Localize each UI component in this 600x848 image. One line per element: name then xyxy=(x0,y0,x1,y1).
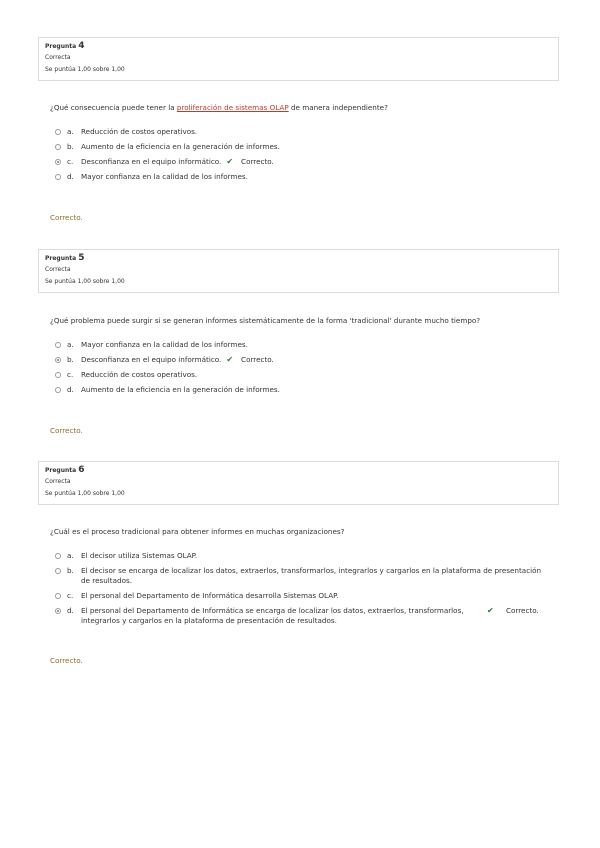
answer-letter: c. xyxy=(67,591,74,600)
answer-text: Desconfianza en el equipo informático. xyxy=(81,355,222,364)
answer-text: Reducción de costos operativos. xyxy=(81,370,198,379)
answer-letter: c. xyxy=(67,370,74,379)
radio-button[interactable] xyxy=(55,342,61,348)
question-state: Correcta xyxy=(45,54,71,61)
question-text-part: ¿Qué consecuencia puede tener la xyxy=(50,103,177,112)
answer-correct-label: Correcto. xyxy=(241,157,274,166)
answer-text: Aumento de la eficiencia en la generación de informes. xyxy=(81,385,280,394)
radio-button[interactable] xyxy=(55,144,61,150)
question-text: ¿Qué problema puede surgir si se generan informes sistemáticamente de la forma 'tradicional' durante mucho tiempo? xyxy=(50,316,481,325)
feedback-text: Correcto. xyxy=(50,656,83,665)
question-grade: Se puntúa 1,00 sobre 1,00 xyxy=(45,490,125,497)
answer-text: Mayor confianza en la calidad de los informes. xyxy=(81,340,248,349)
radio-button[interactable] xyxy=(55,372,61,378)
radio-button[interactable] xyxy=(55,129,61,135)
answer-option-a[interactable] xyxy=(50,551,550,561)
answer-text: Aumento de la eficiencia en la generación de informes. xyxy=(81,142,280,151)
radio-button-selected[interactable] xyxy=(55,159,61,165)
question-label: Pregunta xyxy=(45,255,77,262)
answer-text: El personal del Departamento de Informática desarrolla Sistemas OLAP. xyxy=(81,591,339,600)
radio-button[interactable] xyxy=(55,568,61,574)
answer-text: El decisor utiliza Sistemas OLAP. xyxy=(81,551,198,560)
feedback-text: Correcto. xyxy=(50,426,83,435)
question-content-6 xyxy=(50,527,550,631)
question-text xyxy=(50,103,550,113)
question-number: 5 xyxy=(78,253,85,263)
answer-correct-label: Correcto. xyxy=(241,355,274,364)
question-number: 4 xyxy=(78,41,85,51)
radio-button[interactable] xyxy=(55,174,61,180)
answer-option-d[interactable] xyxy=(50,385,550,395)
answer-letter: a. xyxy=(67,127,74,136)
answer-option-b[interactable] xyxy=(50,566,550,586)
answer-text: Desconfianza en el equipo informático. xyxy=(81,157,222,166)
answer-letter: d. xyxy=(67,172,74,181)
radio-button[interactable] xyxy=(55,387,61,393)
answer-letter: d. xyxy=(67,606,74,615)
answer-option-a[interactable] xyxy=(50,127,550,137)
question-grade: Se puntúa 1,00 sobre 1,00 xyxy=(45,66,125,73)
radio-button[interactable] xyxy=(55,553,61,559)
answer-text: El decisor se encarga de localizar los datos, extraerlos, transformarlos, integrarlos y cargarlos en la plataforma de presentación de resultados. xyxy=(81,566,542,585)
question-text: ¿Cuál es el proceso tradicional para obtener informes en muchas organizaciones? xyxy=(50,527,345,536)
radio-button-selected[interactable] xyxy=(55,357,61,363)
radio-button[interactable] xyxy=(55,593,61,599)
answer-option-c[interactable] xyxy=(50,591,550,601)
answer-letter: a. xyxy=(67,340,74,349)
answer-option-a[interactable] xyxy=(50,340,550,350)
answer-letter: a. xyxy=(67,551,74,560)
question-state: Correcta xyxy=(45,266,71,273)
feedback-text: Correcto. xyxy=(50,213,83,222)
check-icon: ✔ xyxy=(487,606,494,615)
answer-option-c[interactable] xyxy=(50,157,550,167)
answer-letter: b. xyxy=(67,355,74,364)
question-link[interactable]: proliferación de sistemas OLAP xyxy=(176,103,289,112)
answer-option-d[interactable] xyxy=(50,606,550,626)
answer-text: Reducción de costos operativos. xyxy=(81,127,198,136)
question-content-5 xyxy=(50,316,550,400)
question-title xyxy=(45,465,552,476)
answer-option-b[interactable] xyxy=(50,142,550,152)
answer-option-c[interactable] xyxy=(50,370,550,380)
check-icon: ✔ xyxy=(226,355,234,364)
question-grade: Se puntúa 1,00 sobre 1,00 xyxy=(45,278,125,285)
answer-letter: b. xyxy=(67,142,74,151)
answer-text: El personal del Departamento de Informática se encarga de localizar los datos, extraerlos, transformarlos, integrarlos y cargarlos en la plataforma de presentación de resultados. xyxy=(81,606,464,625)
answer-option-b[interactable] xyxy=(50,355,550,365)
question-info-4 xyxy=(38,37,559,81)
answer-letter: c. xyxy=(67,157,74,166)
question-title xyxy=(45,253,552,264)
radio-button-selected[interactable] xyxy=(55,608,61,614)
question-text-part: de manera independiente? xyxy=(288,103,388,112)
question-label: Pregunta xyxy=(45,43,77,50)
question-info-6 xyxy=(38,461,559,505)
question-content-4 xyxy=(50,103,550,187)
question-state: Correcta xyxy=(45,478,71,485)
answer-correct-label: Correcto. xyxy=(506,606,539,615)
check-icon: ✔ xyxy=(226,157,234,166)
question-number: 6 xyxy=(78,465,85,475)
answer-text: Mayor confianza en la calidad de los informes. xyxy=(81,172,248,181)
answer-option-d[interactable] xyxy=(50,172,550,182)
question-label: Pregunta xyxy=(45,467,77,474)
question-info-5 xyxy=(38,249,559,293)
answer-letter: b. xyxy=(67,566,74,575)
answer-letter: d. xyxy=(67,385,74,394)
question-title xyxy=(45,41,552,52)
